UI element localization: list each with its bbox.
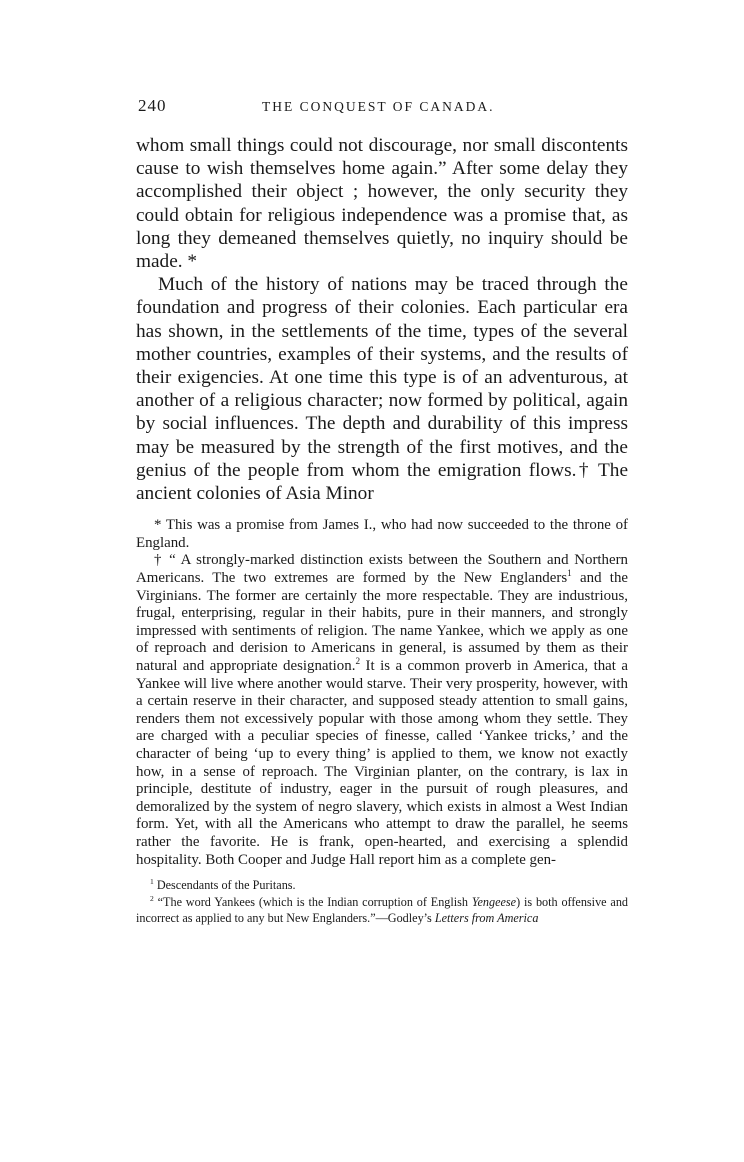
main-text [136, 134, 628, 505]
footnote-dagger-part1: † “ A strongly-marked distinction exists between the Southern and Northern Americans. The two extremes are formed by the New Englanders [136, 552, 628, 587]
page-number: 240 [138, 96, 167, 115]
subnote-2-text-a: “The word Yankees (which is the Indian corruption of English [153, 894, 472, 909]
paragraph-colonies: Much of the history of nations may be traced through the foundation and progress of their colonies. Each particular era has shown, in the settlements of the time, types of the several mother countries, examples of their systems, and the results of their exigencies. At one time this type is of an adventurous, at another of a religious character; now formed by political, again by social influences. The depth and durability of this impress may be measured by the strength of the first motives, and the genius of the people from whom the emigration flows.† The ancient colonies of Asia Minor [136, 274, 628, 505]
subnote-1 [136, 877, 628, 894]
footnote-ref-1: 1 [567, 568, 572, 579]
footnote-ref-2: 2 [355, 656, 361, 667]
book-page [136, 96, 628, 927]
paragraph-continuation: whom small things could not discourage, nor small discontents cause to wish themselves home again.” After some delay they accomplished their object ; however, the only security they could obtain for religious independence was a promise that, as long they demeaned themselves quietly, no inquiry should be made. * [136, 135, 628, 273]
footnotes [136, 517, 628, 869]
subnote-2 [136, 894, 628, 927]
subnote-2-italic-a: Yengeese [471, 894, 517, 909]
subnotes [136, 877, 628, 927]
subnote-2-marker: 2 [150, 893, 154, 903]
running-title: THE CONQUEST OF CANADA. [262, 99, 495, 114]
page-header [136, 96, 628, 122]
footnote-dagger-part3: It is a common proverb in America, that a Yankee will live where another would starve. Their very prosperity, however, with a certain reserve in their character, and supposed steady attention to small gains, renders them not excessively popular with those among whom they settle. They are charged with a peculiar species of finesse, called ‘Yankee tricks,’ and the character of being ‘up to every thing’ is applied to them, we know not exactly how, in a sense of reproach. The Virginian planter, on the contrary, is lax in principle, destitute of industry, eager in the pursuit of rough pleasures, and demoralized by the system of negro slavery, which exists in almost a West Indian form. Yet, with all the Americans who attempt to draw the parallel, he seems rather the favorite. He is frank, open-hearted, and exercising a splendid hospitality. Both Cooper and Judge Hall report him as a complete gen- [136, 658, 629, 868]
footnote-dagger [136, 552, 628, 869]
subnote-1-marker: 1 [150, 877, 154, 887]
subnote-2-italic-b: Letters from America [434, 911, 539, 926]
subnote-1-text: Descendants of the Puritans. [153, 878, 296, 893]
subnote-2-text-b: ) is both offensive and incorrect as applied to any but New Englanders.”—Godley’s [136, 894, 629, 926]
footnote-star: * This was a promise from James I., who had now succeeded to the throne of England. [136, 517, 628, 551]
footnote-dagger-part2: and the Virginians. The former are certainly the more respectable. They are industrious, frugal, enterprising, regular in their habits, pure in their manners, and strongly impressed with sentiments of religion. The name Yankee, which we apply as one of reproach and derision to Americans in general, is assumed by them as their natural and appropriate designation. [136, 570, 628, 674]
